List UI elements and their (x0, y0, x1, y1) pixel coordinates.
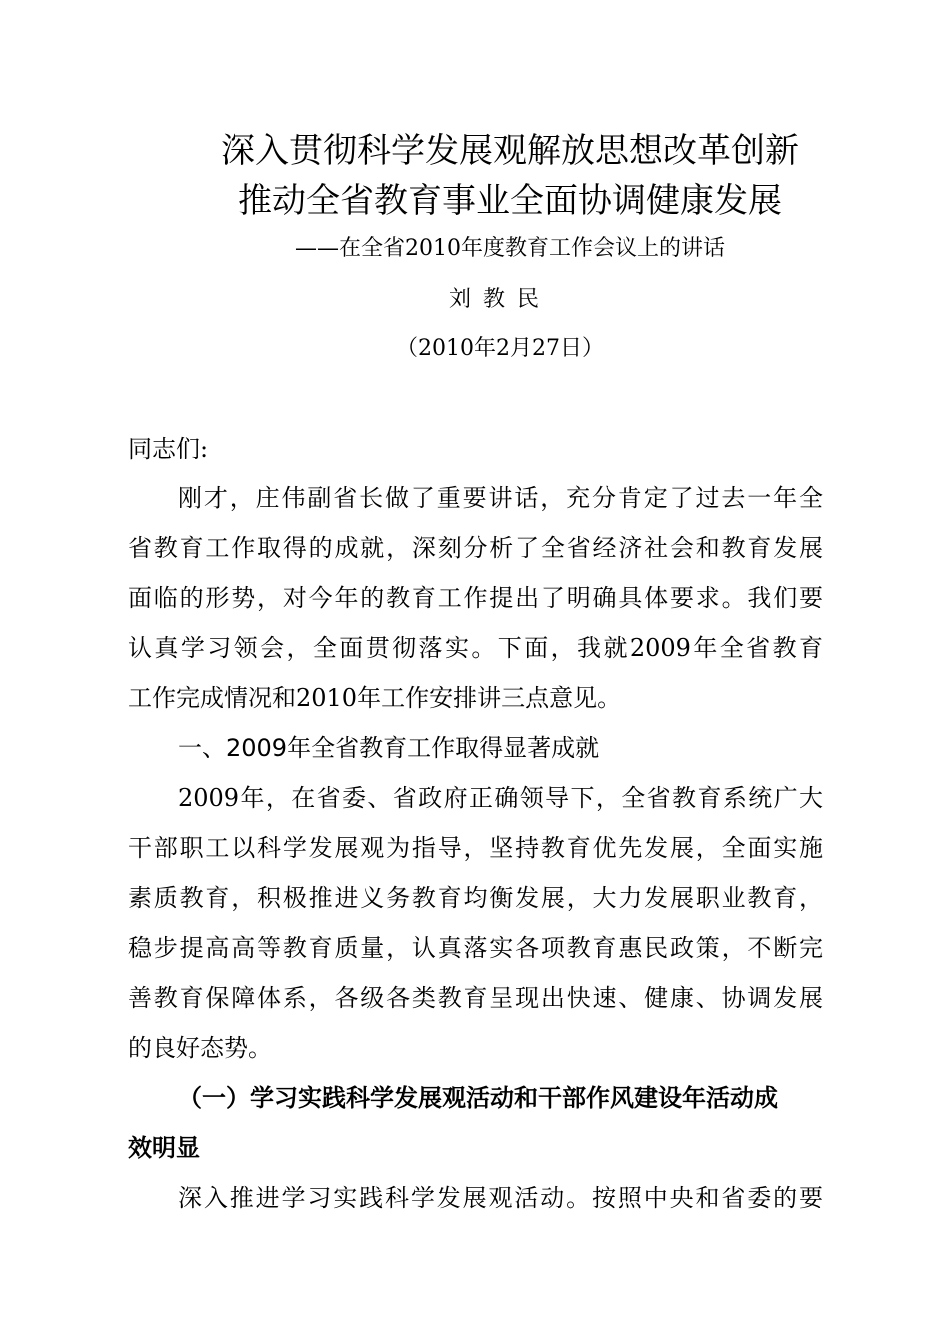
paragraph-2-line: 稳步提高高等教育质量，认真落实各项教育惠民政策，不断完 (128, 934, 823, 962)
document-title-line-1: 深入贯彻科学发展观解放思想改革创新 (221, 131, 799, 171)
paragraph-1-line: 省教育工作取得的成就，深刻分析了全省经济社会和教育发展 (128, 534, 823, 562)
salutation: 同志们: (128, 435, 209, 463)
paragraph-2-line: 素质教育，积极推进义务教育均衡发展，大力发展职业教育， (128, 884, 823, 912)
paragraph-1-line: 工作完成情况和2010年工作安排讲三点意见。 (128, 684, 622, 712)
paragraph-2-line: 善教育保障体系，各级各类教育呈现出快速、健康、协调发展 (128, 984, 823, 1012)
section-1-heading: 一、2009年全省教育工作取得显著成就 (178, 734, 600, 762)
subsection-1-heading-line-2: 效明显 (128, 1134, 200, 1162)
paragraph-2-line: 2009年，在省委、省政府正确领导下，全省教育系统广大 (178, 784, 823, 812)
paragraph-2-line: 干部职工以科学发展观为指导，坚持教育优先发展，全面实施 (128, 834, 823, 862)
paragraph-1-line: 面临的形势，对今年的教育工作提出了明确具体要求。我们要 (128, 584, 823, 612)
speech-date: （2010年2月27日） (396, 336, 604, 361)
paragraph-1-line: 刚才，庄伟副省长做了重要讲话，充分肯定了过去一年全 (178, 484, 823, 512)
document-subtitle: ——在全省2010年度教育工作会议上的讲话 (295, 236, 725, 261)
subsection-1-heading-line-1: （一）学习实践科学发展观活动和干部作风建设年活动成 (178, 1084, 778, 1112)
paragraph-1-line: 认真学习领会，全面贯彻落实。下面，我就2009年全省教育 (128, 634, 823, 662)
paragraph-2-line: 的良好态势。 (128, 1034, 272, 1062)
paragraph-3-line: 深入推进学习实践科学发展观活动。按照中央和省委的要 (178, 1184, 823, 1212)
document-title-line-2: 推动全省教育事业全面协调健康发展 (238, 181, 782, 221)
author-name: 刘教民 (448, 287, 551, 312)
